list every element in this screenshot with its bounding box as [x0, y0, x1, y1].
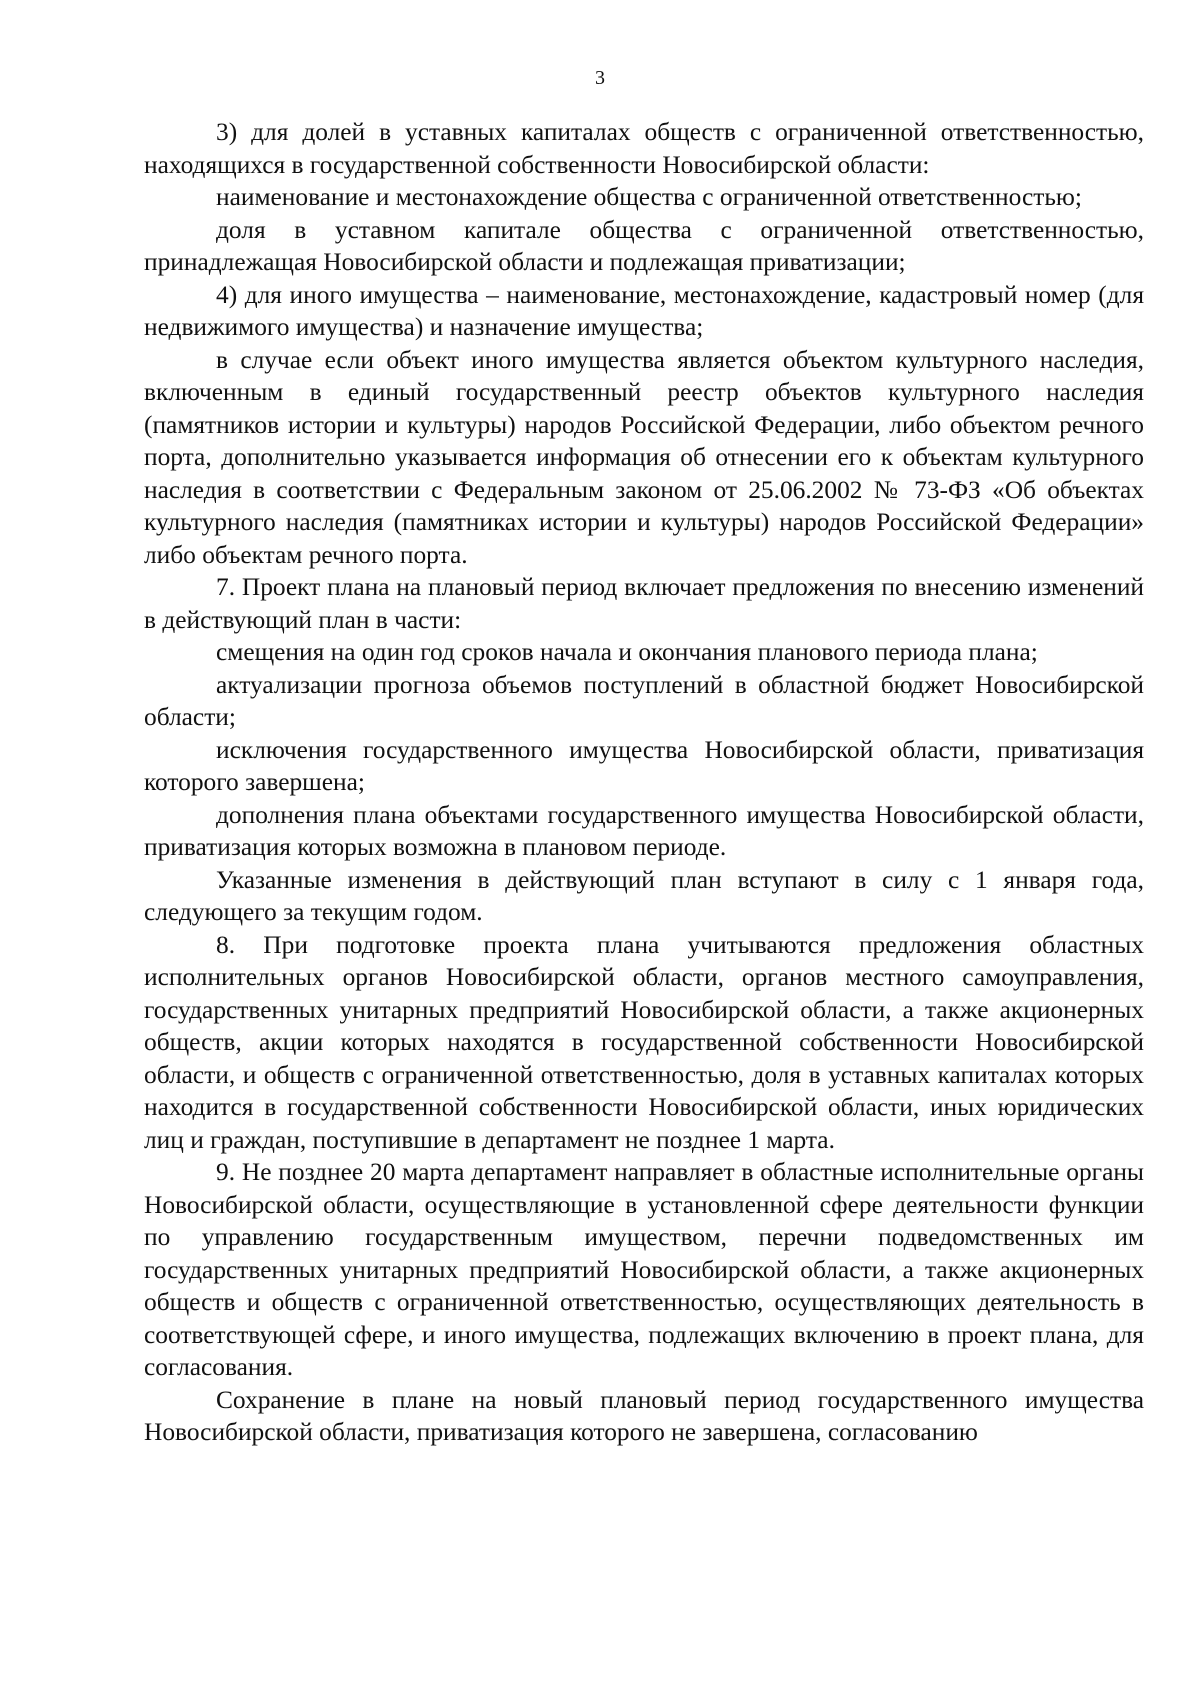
paragraph-llc-name-location: наименование и местонахождение общества с ограниченной ответственностью;: [216, 183, 1082, 211]
paragraph-other-property: 4) для иного имущества – наименование, местонахождение, кадастровый номер (для недвижимого имущества) и назначение имущества;: [144, 280, 1144, 341]
paragraph-shares-llc: 3) для долей в уставных капиталах обществ с ограниченной ответственностью, находящихся в государственной собственности Новосибирской области:: [144, 118, 1144, 179]
document-body: [144, 116, 1144, 1449]
paragraph-item-7: 7. Проект плана на плановый период включает предложения по внесению изменений в действующий план в части:: [144, 573, 1144, 634]
paragraph-llc-share: доля в уставном капитале общества с ограниченной ответственностью, принадлежащая Новосибирской области и подлежащая приватизации;: [144, 215, 1144, 276]
paragraph-shift-period: смещения на один год сроков начала и окончания планового периода плана;: [216, 638, 1038, 666]
paragraph-item-8: 8. При подготовке проекта плана учитываются предложения областных исполнительных органов Новосибирской области, органов местного самоуправления, государственных унитарных предприятий Новосибирской области, а также акционерных обществ, акции которых находятся в государственной собственности Новосибирской области, и обществ с ограниченной ответственностью, доля в уставных капиталах которых находится в государственной собственности Новосибирской области, иных юридических лиц и граждан, поступившие в департамент не позднее 1 марта.: [144, 930, 1144, 1154]
paragraph-update-forecast: актуализации прогноза объемов поступлений в областной бюджет Новосибирской области;: [144, 670, 1144, 731]
paragraph-changes-effective: Указанные изменения в действующий план вступают в силу с 1 января года, следующего за текущим годом.: [144, 865, 1144, 926]
paragraph-exclude-property: исключения государственного имущества Новосибирской области, приватизация которого завершена;: [144, 735, 1144, 796]
paragraph-retention: Сохранение в плане на новый плановый период государственного имущества Новосибирской области, приватизация которого не завершена, согласованию: [144, 1385, 1144, 1446]
paragraph-item-9: 9. Не позднее 20 марта департамент направляет в областные исполнительные органы Новосибирской области, осуществляющие в установленной сфере деятельности функции по управлению государственным имуществом, перечни подведомственных им государственных унитарных предприятий Новосибирской области, а также акционерных обществ и обществ с ограниченной ответственностью, осуществляющих деятельность в соответствующей сфере, и иного имущества, подлежащих включению в проект плана, для согласования.: [144, 1158, 1144, 1381]
paragraph-add-objects: дополнения плана объектами государственного имущества Новосибирской области, приватизация которых возможна в плановом периоде.: [144, 800, 1144, 861]
paragraph-cultural-heritage: в случае если объект иного имущества является объектом культурного наследия, включенным в единый государственный реестр объектов культурного наследия (памятников истории и культуры) народов Российской Федерации, либо объектом речного порта, дополнительно указывается информация об отнесении его к объектам культурного наследия в соответствии с Федеральным законом от 25.06.2002 № 73-ФЗ «Об объектах культурного наследия (памятниках истории и культуры) народов Российской Федерации» либо объектам речного порта.: [144, 345, 1144, 569]
page-number: 3: [595, 67, 605, 89]
